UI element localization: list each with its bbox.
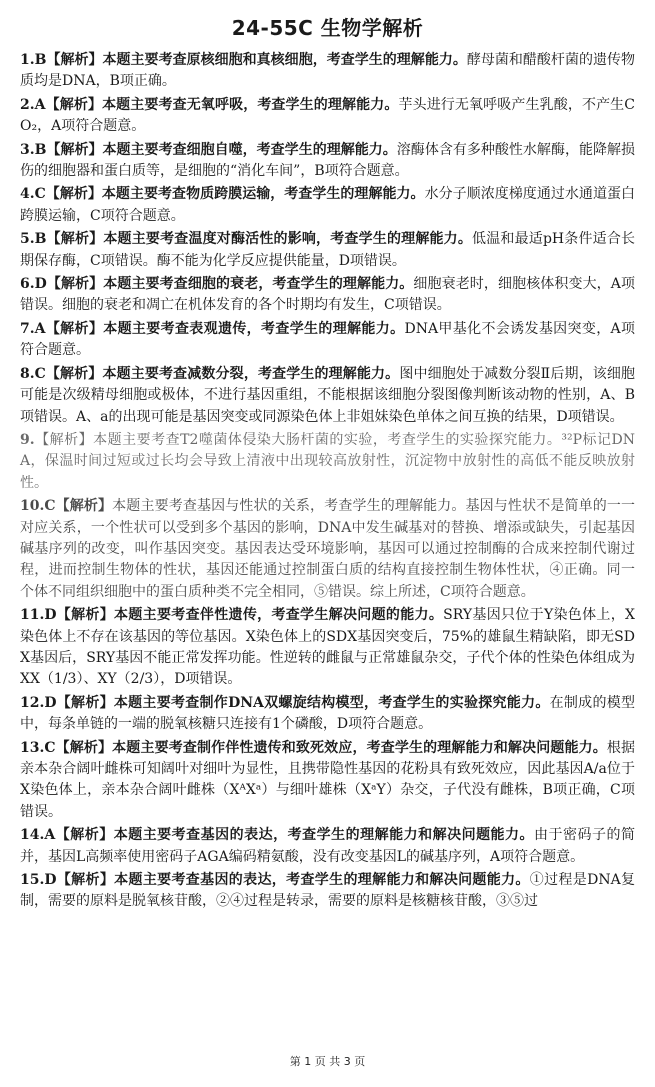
answer-lead: 本题主要考查物质跨膜运输，考查学生的理解能力。 [101,186,425,203]
answer-item-13 [20,738,635,824]
answer-body: SRY基因只位于Y染色体上，X染色体上不存在该基因的等位基因。X染色体上的SDX基因突变后，75%的雄鼠生精缺陷，即无SDX基因后，SRY基因不能正常发挥功能。性逆转的雌鼠与正常雄鼠杂交，子代个体的性染色体组成为XX（1/3）、XY（2/3），D项错误。 [20,607,636,688]
answer-item-6 [20,274,635,317]
answer-num: 9. [20,431,35,448]
answer-num: 7.A【解析】 [20,320,104,337]
page-title: 24-55C 生物学解析 [231,16,424,40]
answer-body: 酵母菌和醋酸杆菌的遗传物质均是DNA，B项正确。 [20,52,636,90]
answer-lead: 本题主要考查制作伴性遗传和致死效应，考查学生的理解能力和解决问题能力。 [112,739,607,756]
answer-body: 芋头进行无氧呼吸产生乳酸，不产生CO₂，A项符合题意。 [20,96,636,135]
answer-lead: 本题主要考查伴性遗传，考查学生解决问题的能力。 [114,607,444,624]
answer-num: 8.C【解析】 [20,365,103,382]
answer-num: 13.C【解析】 [20,739,113,756]
answer-num: 10.C【解析】 [20,498,113,515]
answer-body: DNA甲基化不会诱发基因突变，A项符合题意。 [20,320,636,359]
answer-list [20,50,635,913]
answer-item-2 [20,95,635,138]
answer-item-7 [20,319,635,362]
answer-num: 4.C【解析】 [20,186,102,203]
answer-body: 溶酶体含有多种酸性水解酶，能降解损伤的细胞器和蛋白质等，是细胞的“消化车间”，B项符合题意。 [20,141,636,180]
answer-item-12 [20,693,635,736]
answer-num: 12.D【解析】 [20,694,114,711]
answer-body: ①过程是DNA复制，需要的原料是脱氧核苷酸，②④过程是转录，需要的原料是核糖核苷酸，③⑤过 [20,872,636,910]
answer-body: 水分子顺浓度梯度通过水通道蛋白跨膜运输，C项符合题意。 [20,186,636,224]
answer-lead: 本题主要考查制作DNA双螺旋结构模型，考查学生的实验探究能力。 [113,694,550,711]
answer-lead: 本题主要考查细胞自噬，考查学生的理解能力。 [102,141,397,158]
answer-lead: 本题主要考查基因与性状的关系，考查学生的理解能力。 [112,498,466,515]
answer-lead: 【解析】本题主要考查T2噬菌体侵染大肠杆菌的实验，考查学生的实验探究能力。 [34,431,562,448]
answer-lead: 本题主要考查基因的表达，考查学生的理解能力和解决问题能力。 [114,872,530,889]
answer-body: 图中细胞处于减数分裂Ⅱ后期，该细胞可能是次级精母细胞或极体，不进行基因重组，不能根据该细胞分裂图像判断该动物的性别，A、B项错误。A、a的出现可能是基因突变或同源染色体上非姐妹染色单体之间互换的结果，D项错误。 [20,365,636,425]
answer-item-14 [20,825,635,868]
answer-lead: 本题主要考查温度对酶活性的影响，考查学生的理解能力。 [103,231,473,248]
answer-item-11 [20,605,635,691]
answer-item-1 [20,50,635,93]
answer-lead: 本题主要考查基因的表达，考查学生的理解能力和解决问题能力。 [113,827,535,844]
answer-lead: 本题主要考查细胞的衰老，考查学生的理解能力。 [103,276,414,293]
answer-body: ³²P标记DNA，保温时间过短或过长均会导致上清液中出现较高放射性，沉淀物中放射性的高低不能反映放射性。 [20,431,635,491]
answer-body: 细胞衰老时，细胞核体积变大，A项错误。细胞的衰老和凋亡在机体发育的各个时期均有发生，C项错误。 [20,276,635,314]
answer-num: 2.A【解析】 [20,96,103,113]
page-footer: 第 1 页 共 3 页 [289,1055,366,1068]
answer-body: 由于密码子的简并，基因L高频率使用密码子AGA编码精氨酸，没有改变基因L的碱基序列，A项符合题意。 [20,827,636,865]
answer-body: 低温和最适pH条件适合长期保存酶，C项错误。酶不能为化学反应提供能量，D项错误。 [20,231,636,269]
answer-num: 1.B【解析】 [20,52,103,68]
answer-item-15 [20,870,635,913]
answer-item-5 [20,229,635,272]
answer-item-4 [20,184,635,227]
answer-num: 15.D【解析】 [20,872,115,889]
answer-lead: 本题主要考查表观遗传，考查学生的理解能力。 [103,320,405,337]
answer-item-3 [20,140,635,183]
answer-item-8 [20,364,635,428]
answer-body: 在制成的模型中，每条单链的一端的脱氧核糖只连接有1个磷酸，D项符合题意。 [20,694,635,733]
answer-item-9 [20,430,635,494]
answer-num: 6.D【解析】 [20,276,104,293]
answer-body: 基因与性状不是简单的一一对应关系，一个性状可以受到多个基因的影响，DNA中发生碱基对的替换、增添或缺失，引起基因碱基序列的改变，叫作基因突变。基因表达受环境影响，基因可以通过控制酶的合成来控制代谢过程，进而控制生物体的性状，基因还能通过控制蛋白质的结构直接控制生物体性状，④正确。同一个体不同组织细胞中的蛋白质种类不完全相同，⑤错误。综上所述，C项符合题意。 [20,498,636,600]
answer-num: 3.B【解析】 [20,141,103,158]
answer-num: 5.B【解析】 [20,231,104,248]
answer-num: 11.D【解析】 [20,607,115,624]
answer-item-10 [20,496,635,603]
answer-body: 根据亲本杂合阔叶雌株可知阔叶对细叶为显性，且携带隐性基因的花粉具有致死效应，因此基因A/a位于X染色体上，亲本杂合阔叶雌株（XᴬXᵃ）与细叶雄株（XᵃY）杂交，子代没有雌株，B项正确，C项错误。 [20,739,636,820]
answer-lead: 本题主要考查减数分裂，考查学生的理解能力。 [102,365,400,382]
answer-lead: 本题主要考查无氧呼吸，考查学生的理解能力。 [102,96,399,113]
answer-lead: 本题主要考查原核细胞和真核细胞，考查学生的理解能力。 [102,52,467,68]
answer-num: 14.A【解析】 [20,827,114,844]
